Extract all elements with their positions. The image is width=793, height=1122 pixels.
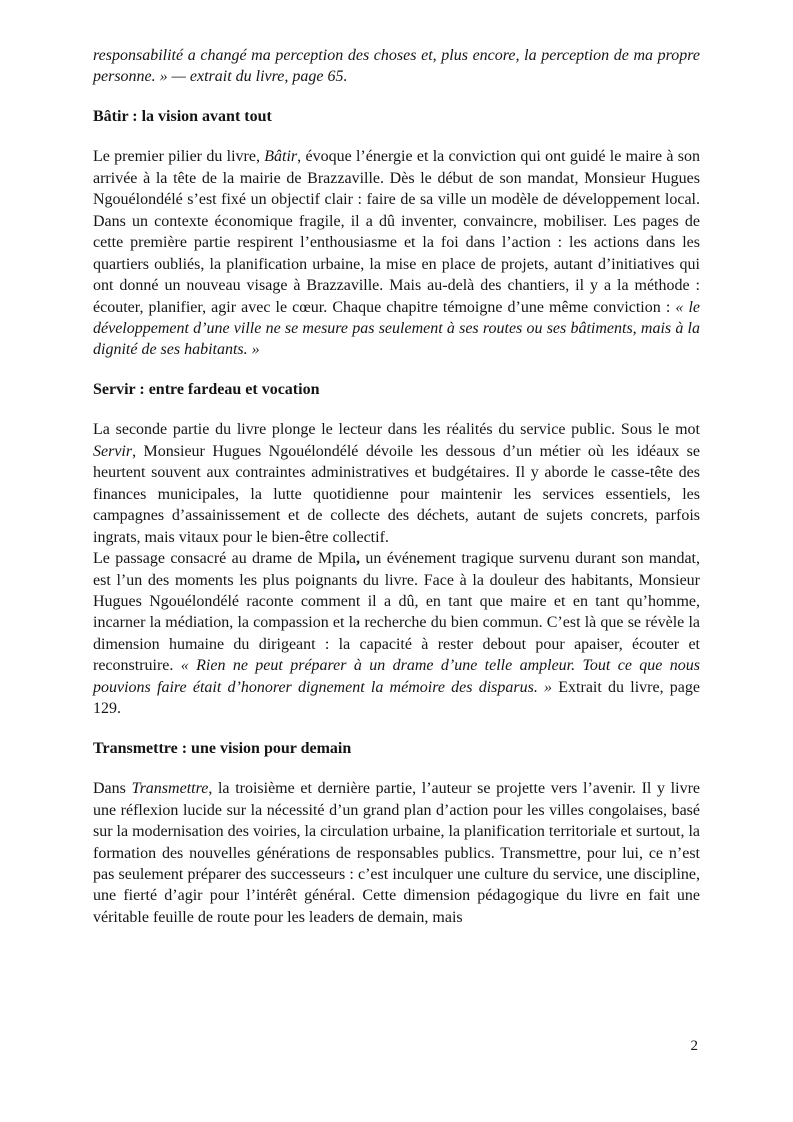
book-part-title-run: Bâtir: [264, 148, 298, 166]
section-heading-transmettre: Transmettre : une vision pour demain: [93, 739, 352, 757]
text-run: un événement tragique survenu durant son mandat, est l’un des moments les plus poignants du livre. Face à la douleur des habitants, Monsieur Hugues Ngouélondélé raconte comment il a dû, en tant que maire et en tant qu’homme, incarner la médiation, la compassion et la recherche du bien commun. C’est là que se révèle la dimension humaine du dirigeant : la capacité à rester debout pour apaiser, écouter et reconstruire.: [93, 550, 700, 675]
servir-paragraph-a: [93, 419, 700, 548]
book-quote-run: « Rien ne peut préparer à un drame d’une telle ampleur. Tout ce que nous pouvions faire était d’honorer dignement la mémoire des disparus. »: [93, 657, 700, 696]
section-heading-servir: Servir : entre fardeau et vocation: [93, 380, 320, 398]
text-run: , la troisième et dernière partie, l’auteur se projette vers l’avenir. Il y livre une réflexion lucide sur la nécessité d’un grand plan d’action pour les villes congolaises, basé sur la modernisation des voiries, la circulation urbaine, la planification territoriale et surtout, la formation des nouvelles générations de responsables publics. Transmettre, pour lui, ce n’est pas seulement préparer des successeurs : c’est inculquer une culture du service, une discipline, une fierté d’agir pour l’intérêt général. Cette dimension pédagogique du livre en fait une véritable feuille de route pour les leaders de demain, mais: [93, 780, 700, 926]
book-part-title-run: Servir: [93, 442, 133, 460]
text-run: Dans: [93, 780, 132, 798]
text-run: Le passage consacré au drame de Mpila: [93, 550, 357, 568]
text-run: La seconde partie du livre plonge le lecteur dans les réalités du service public. Sous le mot: [93, 421, 700, 439]
servir-paragraph-b: [93, 548, 700, 720]
text-run: , Monsieur Hugues Ngouélondélé dévoile les dessous d’un métier où les idéaux se heurtent souvent aux contraintes administratives et budgétaires. Il y aborde le casse-tête des finances municipales, la lutte quotidienne pour maintenir les services essentiels, les campagnes d’assainissement et de collecte des déchets, autant de sujets concrets, parfois ingrats, mais vitaux pour le bien-être collectif.: [93, 442, 700, 546]
transmettre-paragraph: [93, 778, 700, 928]
text-run: Le premier pilier du livre,: [93, 148, 265, 166]
section-heading-batir: Bâtir : la vision avant tout: [93, 107, 272, 125]
book-quote-run: « le développement d’une ville ne se mesure pas seulement à ses routes ou ses bâtiments, mais à la dignité de ses habitants. »: [93, 298, 701, 359]
batir-paragraph: [93, 146, 700, 361]
page-number: 2: [690, 1038, 698, 1054]
bold-comma-run: ,: [356, 550, 361, 568]
text-run: , évoque l’énergie et la conviction qui ont guidé le maire à son arrivée à la tête de la mairie de Brazzaville. Dès le début de son mandat, Monsieur Hugues Ngouélondélé s’est fixé un objectif clair : faire de sa ville un modèle de développement local. Dans un contexte économique fragile, il a dû inventer, convaincre, mobiliser. Les pages de cette première partie respirent l’enthousiasme et la foi dans l’action : les actions dans les quartiers oubliés, la planification urbaine, la mise en place de projets, autant d’initiatives qui ont donné un nouveau visage à Brazzaville. Mais au-delà des chantiers, il y a la méthode : écouter, planifier, agir avec le cœur. Chaque chapitre témoigne d’une même conviction :: [93, 148, 700, 316]
citation-run: Extrait du livre, page 129.: [93, 678, 701, 718]
intro-quote-paragraph: responsabilité a changé ma perception des choses et, plus encore, la perception de ma propre personne. » — extrait du livre, page 65.: [93, 47, 700, 86]
book-part-title-run: Transmettre: [131, 780, 209, 798]
